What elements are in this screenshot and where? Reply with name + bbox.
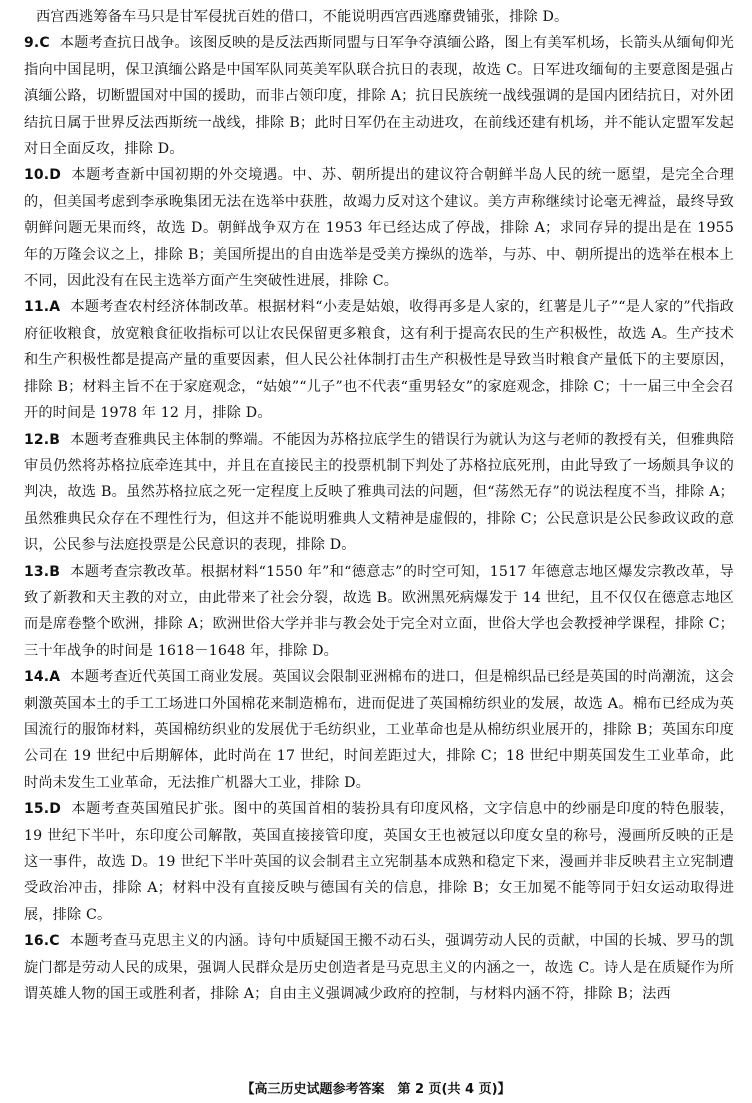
answer-body: [24, 4, 734, 1007]
answer-item-13: [24, 559, 734, 665]
answer-item-14: [24, 664, 734, 796]
answer-number: 11.A: [24, 299, 61, 316]
answer-item-11: [24, 294, 734, 426]
answer-item-16: [24, 928, 734, 1007]
answer-text: 本题考查宗教改革。根据材料“1550 年”和“德意志”的时空可知，1517 年德意志地区爆发宗教改革，导致了新教和天主教的对立，由此带来了社会分裂，故选 B。欧洲黑死病爆发于 14 世纪，且不仅仅在德意志地区而是席卷整个欧洲，排除 A；欧洲世俗大学并非与教会处于完全对立面，世俗大学也会教授神学课程，排除 C；三十年战争的时间是 1618－1648 年，排除 D。: [24, 563, 734, 659]
page-footer: 【高三历史试题参考答案 第 2 页(共 4 页)】: [241, 1082, 511, 1097]
answer-item-10: [24, 162, 734, 294]
answer-number: 14.A: [24, 669, 61, 686]
answer-number: 13.B: [24, 563, 61, 580]
answer-text: 本题考查雅典民主体制的弊端。不能因为苏格拉底学生的错误行为就认为这与老师的教授有关，但雅典陪审员仍然将苏格拉底牵连其中，并且在直接民主的投票机制下判处了苏格拉底死刑，由此导致了一场颇具争议的判决，故选 B。虽然苏格拉底之死一定程度上反映了雅典司法的问题，但“荡然无存”的说法程度不当，排除 A；虽然雅典民众存在不理性行为，但这并不能说明雅典人文精神是虚假的，排除 C；公民意识是公民参政议政的意识，公民参与法庭投票是公民意识的表现，排除 D。: [24, 431, 734, 554]
answer-text: 本题考查近代英国工商业发展。英国议会限制亚洲棉布的进口，但是棉织品已经是英国的时尚潮流，这会刺激英国本土的手工工场进口外国棉花来制造棉布，进而促进了英国棉纺织业的发展，故选 A。棉布已经成为英国流行的服饰材料，英国棉纺织业的发展优于毛纺织业，工业革命也是从棉纺织业展开的，排除 B；英国东印度公司在 19 世纪中后期解体，此时尚在 17 世纪，时间差距过大，排除 C；18 世纪中期英国发生工业革命，此时尚未发生工业革命，无法推广机器大工业，排除 D。: [24, 669, 734, 791]
answer-number: 16.C: [24, 933, 60, 950]
answer-text: 本题考查马克思主义的内涵。诗句中质疑国王搬不动石头，强调劳动人民的贡献，中国的长城、罗马的凯旋门都是劳动人民的成果，强调人民群众是历史创造者是马克思主义的内涵之一，故选 C。诗人是在质疑作为所谓英雄人物的国王或胜利者，排除 A；自由主义强调减少政府的控制，与材料内涵不符，排除 B；法西: [24, 933, 734, 1003]
answer-number: 15.D: [24, 801, 62, 818]
answer-text: 本题考查农村经济体制改革。根据材料“小麦是姑娘，收得再多是人家的，红薯是儿子”“是人家的”代指政府征收粮食，放宽粮食征收指标可以让农民保留更多粮食，这有利于提高农民的生产积极性，故选 A。生产技术和生产积极性都是提高产量的重要因素，但人民公社体制打击生产积极性是导致当时粮食产量低下的主要原因，排除 B；材料主旨不在于家庭观念，“姑娘”“儿子”也不代表“重男轻女”的家庭观念，排除 C；十一届三中全会召开的时间是 1978 年 12 月，排除 D。: [24, 299, 734, 422]
answer-item-9: [24, 30, 734, 162]
answer-item-12: [24, 427, 734, 559]
answer-text: 本题考查抗日战争。该图反映的是反法西斯同盟与日军争夺滇缅公路，图上有美军机场，长箭头从缅甸仰光指向中国昆明，保卫滇缅公路是中国军队同英美军队联合抗日的表现，故选 C。日军进攻缅甸的主要意图是强占滇缅公路，切断盟国对中国的援助，而非占领印度，排除 A；抗日民族统一战线强调的是国内团结抗日，对外团结抗日属于世界反法西斯统一战线，排除 B；此时日军仍在主动进攻，在前线还建有机场，并不能认定盟军发起对日全面反攻，排除 D。: [24, 35, 734, 158]
leading-paragraph: 西宫西逃筹备车马只是甘军侵扰百姓的借口，不能说明西宫西逃靡费铺张，排除 D。: [36, 9, 569, 25]
answer-number: 12.B: [24, 431, 61, 448]
answer-number: 9.C: [24, 35, 50, 52]
answer-text: 本题考查新中国初期的外交境遇。中、苏、朝所提出的建议符合朝鲜半岛人民的统一愿望，是完全合理的，但美国考虑到李承晚集团无法在选举中获胜，故竭力反对这个建议。美方声称继续讨论毫无裨益，最终导致朝鲜问题无果而终，故选 D。朝鲜战争双方在 1953 年已经达成了停战，排除 A；求同存异的提出是在 1955 年的万隆会议之上，排除 B；美国所提出的自由选举是受美方操纵的选举，与苏、中、朝所提出的选举在根本上不同，因此没有在民主选举方面产生突破性进展，排除 C。: [24, 167, 734, 290]
answer-item-15: [24, 796, 734, 928]
answer-text: 本题考查英国殖民扩张。图中的英国首相的装扮具有印度风格，文字信息中的纱丽是印度的特色服装，19 世纪下半叶，东印度公司解散，英国直接接管印度，英国女王也被冠以印度女皇的称号，漫画所反映的正是这一事件，故选 D。19 世纪下半叶英国的议会制君主立宪制基本成熟和稳定下来，漫画并非反映君主立宪制遭受政治冲击，排除 A；材料中没有直接反映与德国有关的信息，排除 B；女王加冕不能等同于妇女运动取得进展，排除 C。: [24, 801, 734, 923]
answer-number: 10.D: [24, 167, 62, 184]
